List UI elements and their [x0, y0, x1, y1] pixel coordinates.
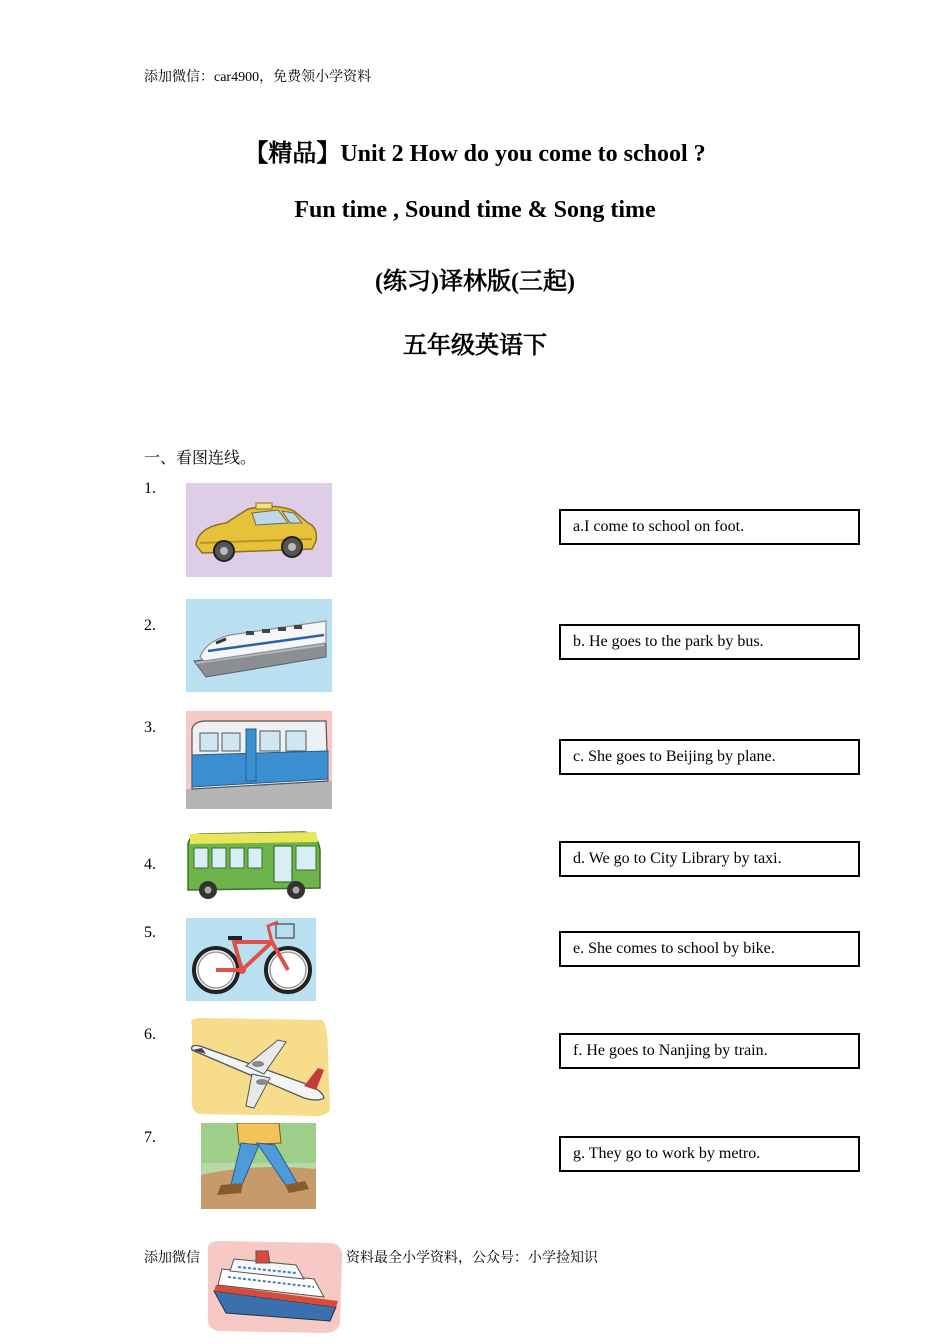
- item-number-5: 5.: [144, 924, 156, 941]
- item-number-3: 3.: [144, 719, 156, 736]
- footer-note-left: 添加微信: [144, 1251, 200, 1266]
- header-note: 添加微信：car4900，免费领小学资料: [144, 70, 372, 85]
- title-line-1: 【精品】Unit 2 How do you come to school ?: [244, 141, 706, 167]
- sentence-box-g[interactable]: g. They go to work by metro.: [559, 1136, 860, 1172]
- ship-icon[interactable]: [204, 1239, 344, 1335]
- sentence-box-c[interactable]: c. She goes to Beijing by plane.: [559, 739, 860, 775]
- train-icon[interactable]: [186, 599, 332, 692]
- title-line-4: 五年级英语下: [403, 333, 547, 359]
- item-number-7: 7.: [144, 1129, 156, 1146]
- section-heading: 一、看图连线。: [144, 450, 257, 467]
- bus-icon[interactable]: [186, 830, 324, 904]
- sentence-box-e[interactable]: e. She comes to school by bike.: [559, 931, 860, 967]
- title-line-3: (练习)译林版(三起): [375, 269, 575, 295]
- footer-note-right: 资料最全小学资料，公众号：小学捡知识: [346, 1251, 598, 1266]
- sentence-box-b[interactable]: b. He goes to the park by bus.: [559, 624, 860, 660]
- sentence-box-f[interactable]: f. He goes to Nanjing by train.: [559, 1033, 860, 1069]
- sentence-box-d[interactable]: d. We go to City Library by taxi.: [559, 841, 860, 877]
- item-number-1: 1.: [144, 480, 156, 497]
- item-number-4: 4.: [144, 856, 156, 873]
- plane-icon[interactable]: [186, 1016, 332, 1118]
- sentence-box-a[interactable]: a.I come to school on foot.: [559, 509, 860, 545]
- bike-icon[interactable]: [186, 918, 316, 1001]
- taxi-icon[interactable]: [186, 483, 332, 577]
- item-number-6: 6.: [144, 1026, 156, 1043]
- metro-icon[interactable]: [186, 711, 332, 809]
- item-number-2: 2.: [144, 617, 156, 634]
- walking-icon[interactable]: [201, 1123, 316, 1209]
- title-line-2: Fun time , Sound time & Song time: [294, 197, 656, 223]
